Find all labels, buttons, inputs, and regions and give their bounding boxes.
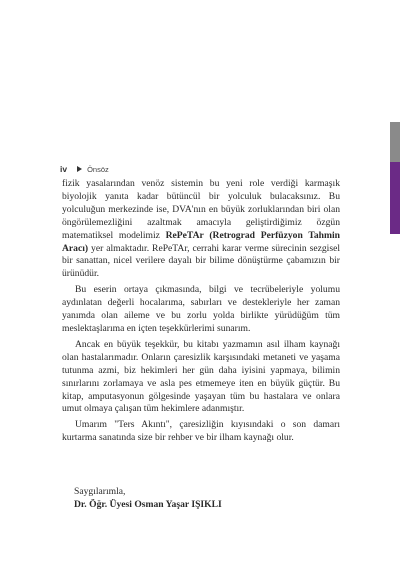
section-title: Önsöz: [87, 164, 109, 174]
tab-marker-gray: [390, 122, 400, 162]
signature-block: [74, 485, 222, 511]
body-text: [62, 178, 340, 445]
paragraph-1-text: fizik yasalarından venöz sistemin bu yeni role verdiği karmaşık biyolojik yanıta kadar bütüncül bir yolculuk bulacaksınız. Bu yolculuğun merkezinde ise, DVA'nın en büyük zorluklarından biri olan öngörülemezliğini azaltmak amacıyla geliştirdiğimiz özgün matematiksel modelimiz: [62, 178, 340, 241]
model-name: RePeTAr (Retrograd Perfüzyon Tahmin Aracı): [62, 229, 340, 254]
paragraph-1-tail: yer almaktadır. RePeTAr, cerrahi karar verme sürecinin sezgisel bir sanattan, nicel verilere dayalı bir bilime dönüştürme çabamızın bir ürünüdür.: [62, 242, 340, 280]
closing-text: Saygılarımla,: [74, 486, 126, 497]
paragraph-2: Bu eserin ortaya çıkmasında, bilgi ve tecrübeleriyle yolumu aydınlatan değerli hocalarıma, sabırları ve destekleriyle her zaman yanımda olan aileme ve bu zorlu yolda birlikte yürüdüğüm tüm meslektaşlarıma en içten teşekkürlerimi sunarım.: [62, 284, 340, 334]
paragraph-4: Umarım "Ters Akıntı", çaresizliğin kıyısındaki o son damarı kurtarma sanatında size bir rehber ve bir ilham kaynağı olur.: [62, 419, 340, 444]
running-header: [60, 163, 109, 175]
chapter-tab-marker: [390, 122, 400, 234]
paragraph-1: [62, 178, 340, 281]
author-name: Dr. Öğr. Üyesi Osman Yaşar IŞIKLI: [74, 499, 222, 510]
page-number: iv: [60, 164, 68, 174]
paragraph-3: Ancak en büyük teşekkür, bu kitabı yazmamın asıl ilham kaynağı olan hastalarımadır. Onların çaresizlik karşısındaki metaneti ve yaşama tutunma azmi, biz hekimleri her gün daha iyisini yapmaya, bilimin sınırlarını zorlamaya ve asla pes etmemeye iten en büyük güçtür. Bu kitap, amputasyonun gölgesinde yaşayan tüm bu hastalara ve onlara umut olmaya çalışan tüm hekimlere adanmıştır.: [62, 338, 340, 415]
triangle-arrow-icon: [77, 166, 82, 172]
tab-marker-purple: [390, 162, 400, 234]
